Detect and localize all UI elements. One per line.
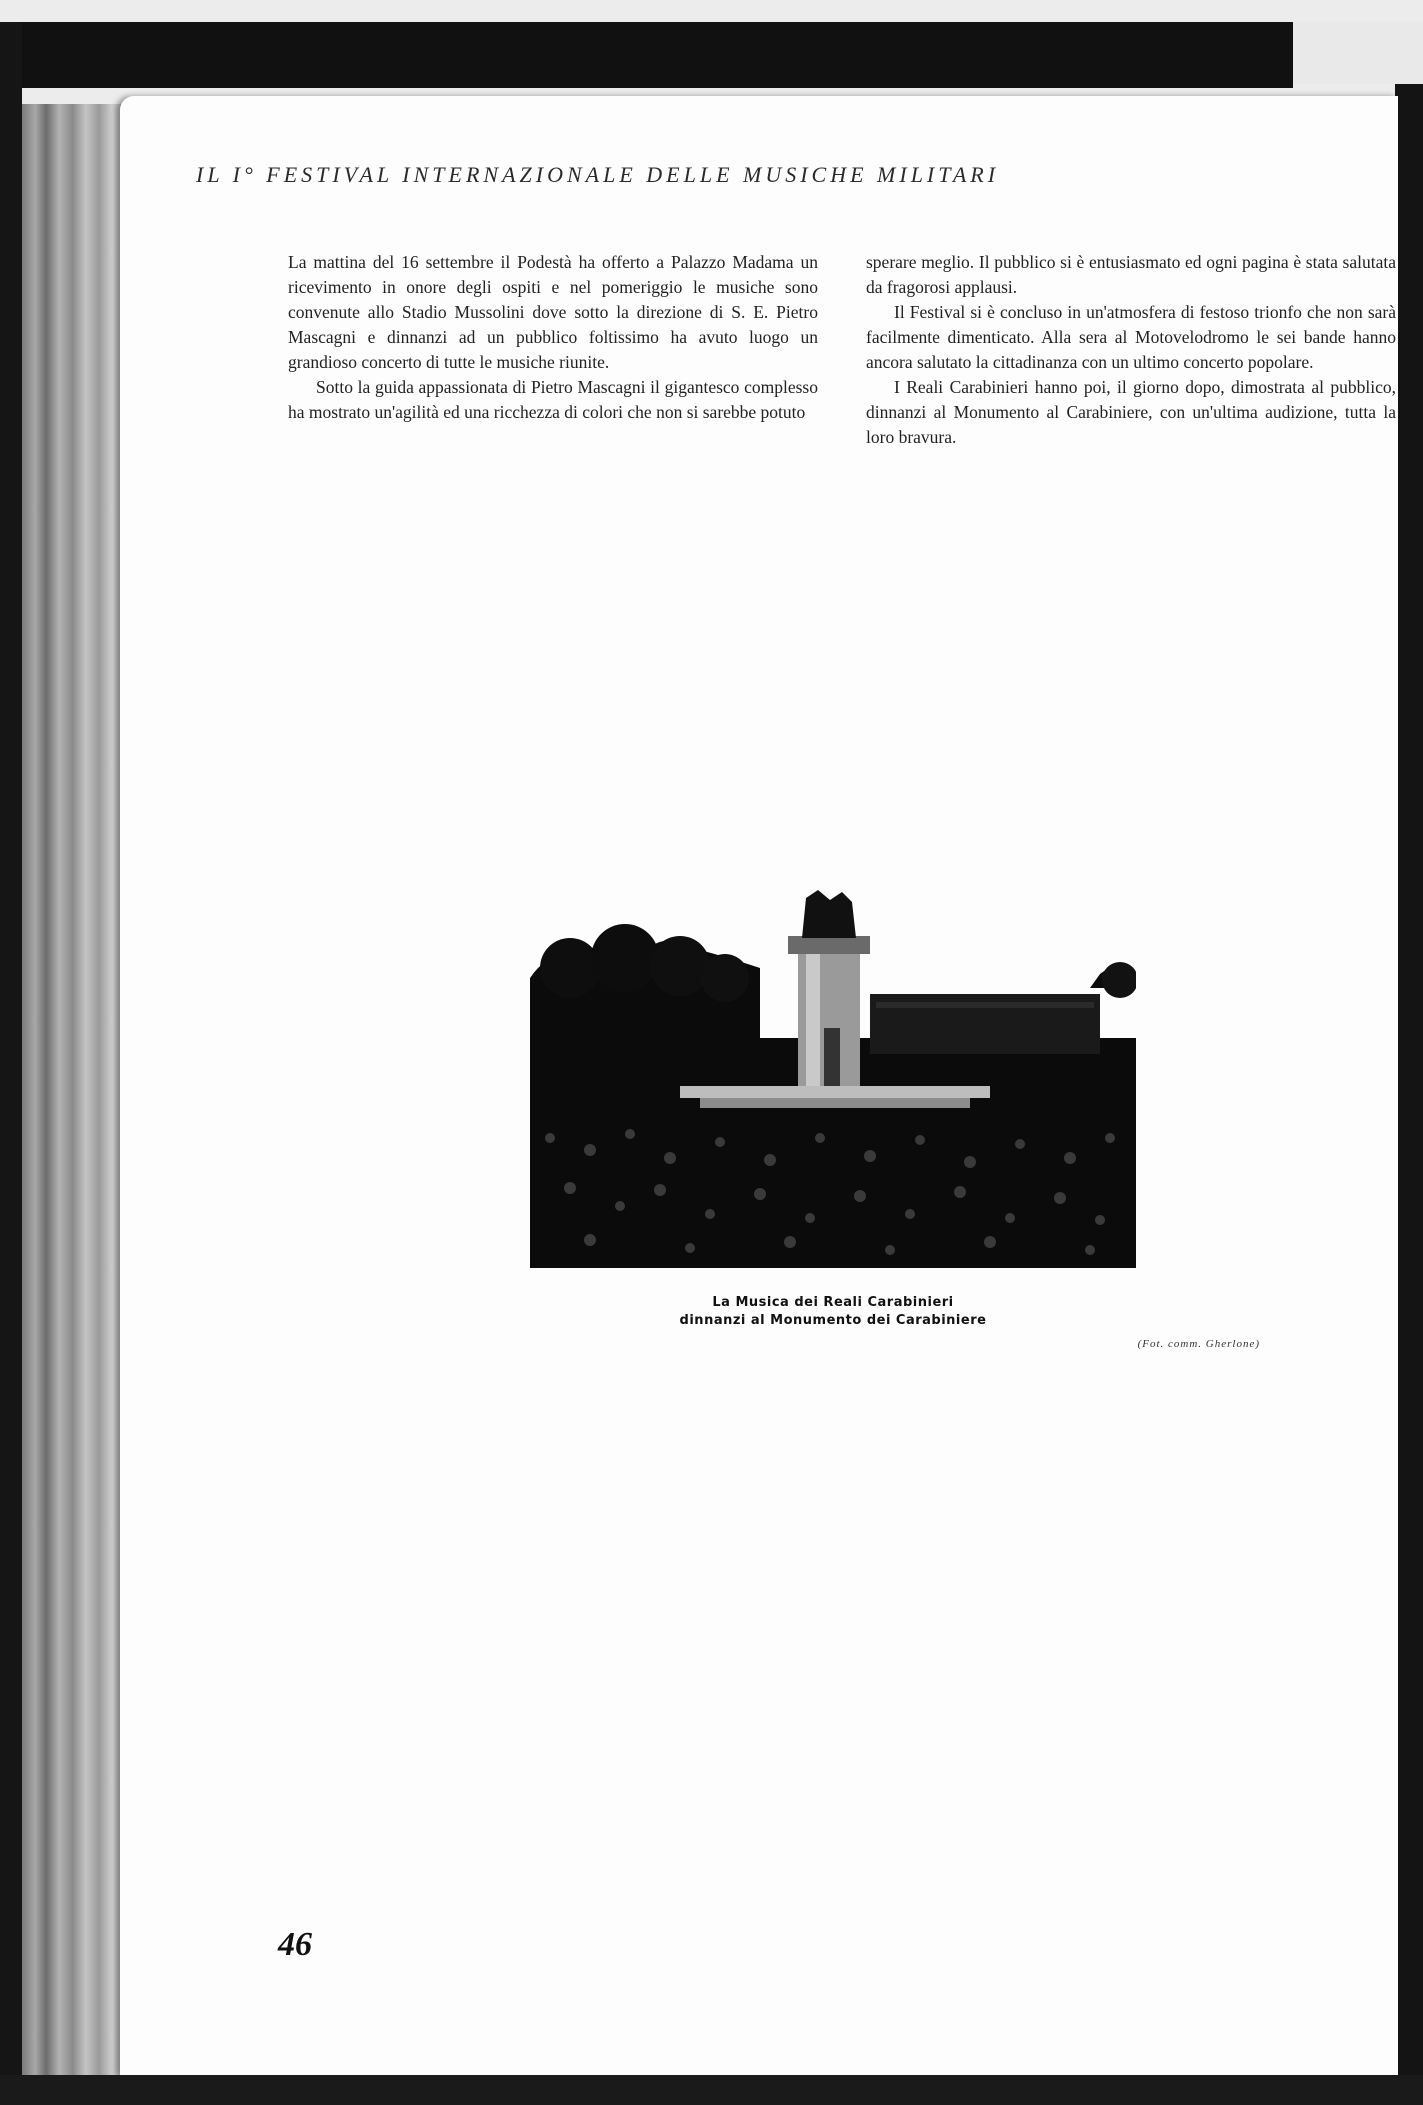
paragraph: Il Festival si è concluso in un'atmosfera di festoso trionfo che non sarà facilmente dimenticato. Alla sera al Motovelodromo le sei bande hanno ancora salutato la cittadinanza con un ultimo concerto popolare. [866,302,1396,372]
scan-right-edge [1395,84,1423,2105]
figure-caption [530,1294,1136,1330]
book-page [120,96,1398,2076]
caption-line: dinnanzi al Monumento dei Carabiniere [679,1313,987,1328]
book-page-stack [22,104,132,2079]
scan-top-edge [8,22,1293,88]
paragraph: sperare meglio. Il pubblico si è entusiasmato ed ogni pagina è stata salutata da fragorosi applausi. [866,252,1396,297]
text-column-right [866,250,1396,450]
running-head: IL I° FESTIVAL INTERNAZIONALE DELLE MUSICHE MILITARI [196,162,1000,187]
scan-top-right-gap [1293,22,1423,84]
paragraph: I Reali Carabinieri hanno poi, il giorno dopo, dimostrata al pubblico, dinnanzi al Monumento al Carabiniere, con un'ultima audizione, tutta la loro bravura. [866,377,1396,447]
scan-bottom-edge [0,2075,1423,2105]
scan-left-edge [0,22,22,2105]
paragraph: Sotto la guida appassionata di Pietro Mascagni il gigantesco complesso ha mostrato un'agilità ed una ricchezza di colori che non si sarebbe potuto [288,377,818,422]
text-column-left [288,250,818,425]
paragraph: La mattina del 16 settembre il Podestà ha offerto a Palazzo Madama un ricevimento in onore degli ospiti e nel pomeriggio le musiche sono convenute allo Stadio Mussolini dove sotto la direzione di S. E. Pietro Mascagni e dinnanzi ad un pubblico foltissimo ha avuto luogo un grandioso concerto di tutte le musiche riunite. [288,252,818,372]
caption-line: La Musica dei Reali Carabinieri [712,1295,954,1310]
page-number: 46 [278,1926,312,1963]
photo-credit: (Fot. comm. Gherlone) [1137,1338,1260,1350]
monument-photo [530,888,1136,1268]
